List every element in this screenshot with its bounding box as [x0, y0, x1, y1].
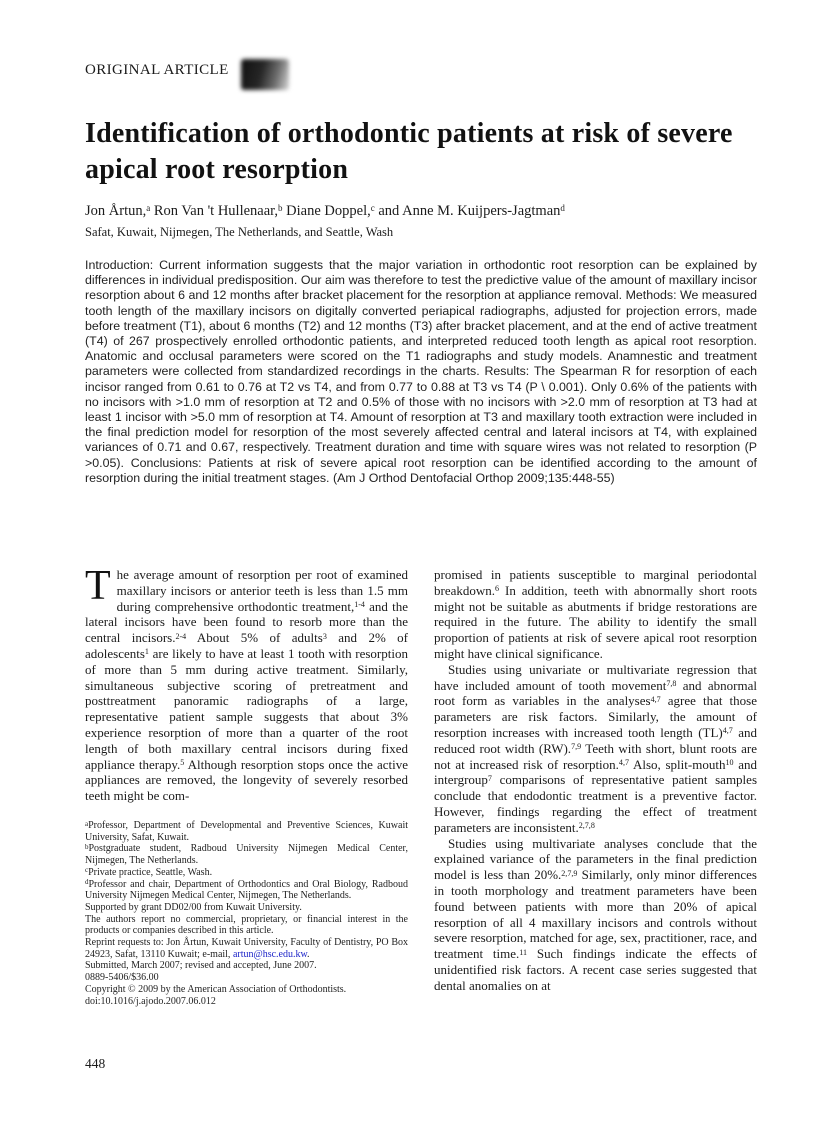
footnote-affiliation-c: $^c$Private practice, Seattle, Wash. — [85, 866, 213, 878]
page-number: 448 — [85, 1056, 106, 1071]
drop-cap: T — [85, 563, 111, 609]
footnote-affiliation-d: $^d$Professor and chair, Department of Orthodontics and Oral Biology, Radboud University Nijmegen Medical Center, Nijmegen, The Netherlands. — [85, 878, 408, 902]
affiliations-line: Safat, Kuwait, Nijmegen, The Netherlands, and Seattle, Wash — [85, 225, 394, 239]
right-column — [434, 567, 757, 994]
footnote-submission-dates: Submitted, March 2007; revised and accepted, June 2007. — [85, 960, 317, 972]
footnote-affiliation-a: $^a$Professor, Department of Developmental and Preventive Sciences, Kuwait University, Safat, Kuwait. — [85, 819, 408, 843]
section-label: ORIGINAL ARTICLE — [85, 62, 229, 78]
abstract-paragraph: Introduction: Current information suggests that the major variation in orthodontic root resorption can be explained by differences in individual predisposition. Our aim was therefore to test the predictive value of the amount of maxillary incisor resorption about 6 and 12 months after bracket placement for the resorption at appliance removal. Methods: We measured tooth length of the maxillary incisors on digitally converted periapical radiographs, adjusted for projection errors, made before treatment (T1), about 6 months (T2) and 12 months (T3) after bracket placement, and at the end of active treatment (T4) of 267 prospectively enrolled orthodontic patients, and interpreted reduced tooth length as apical root resorption. Anatomic and occlusal parameters were scored on the T1 radiographs and study models. Anamnestic and treatment parameters were collected from standardized recordings in the charts. Results: The Spearman R for resorption of each incisor ranged from 0.61 to 0.76 at T2 vs T4, and from 0.77 to 0.88 at T3 vs T4 (P \ 0.001). Only 0.6% of the patients with no incisors with >1.0 mm of resorption at T2 and 0.5% of those with no incisors with >2.0 mm of resorption at T3 had at least 1 incisor with >5.0 mm of resorption at T4. Amount of resorption at T3 and maxillary tooth extraction were included in the final prediction model for resorption of the most severely affected central and lateral incisors at T4, with explained variances of 0.71 and 0.67, respectively. Treatment duration and time with square wires was not related to resorption (P >0.05). Conclusions: Patients at risk of severe apical root resorption can be identified according to the amount of resorption during the initial treatment stages. (Am J Orthod Dentofacial Orthop 2009;135:448-55) — [85, 258, 757, 485]
article-title: Identification of orthodontic patients at risk of severe apical root resorption — [85, 118, 733, 185]
body-paragraph-1 — [85, 563, 409, 804]
footnote-support: Supported by grant DD02/00 from Kuwait University. — [85, 901, 302, 913]
body-paragraph-2: promised in patients susceptible to marginal periodontal breakdown.$^6$ In addition, teeth with abnormally short roots might not be suitable as abutments if bridge restorations are required in the future. The ability to identify the small proportion of patients at risk of severe apical root resorption might have clinical significance. — [434, 567, 757, 661]
footnote-doi: doi:10.1016/j.ajodo.2007.06.012 — [85, 995, 216, 1007]
footnote-reprint-requests: Reprint requests to: Jon Årtun, Kuwait University, Faculty of Dentistry, PO Box 24923, Safat, 13110 Kuwait; e-mail, artun@hsc.edu.kw. — [85, 937, 408, 960]
footnotes-block — [85, 820, 408, 1007]
footnote-disclosure: The authors report no commercial, proprietary, or financial interest in the products or companies described in this article. — [85, 913, 408, 937]
email-link[interactable]: artun@hsc.edu.kw — [232, 948, 308, 960]
article-header — [85, 54, 289, 90]
body-paragraph-3: Studies using univariate or multivariate regression that have included amount of tooth movement$^{7,8}$ and abnormal root form as variables in the analyses$^{4,7}$ agree that those parameters are risk factors. Similarly, the amount of resorption increases with increased tooth length (TL)$^{4,7}$ and reduced root width (RW).$^{7,9}$ Teeth with short, blunt roots are not at increased risk of resorption.$^{4,7}$ Also, split-mouth$^{10}$ and intergroup$^7$ comparisons of representative patient samples conclude that endodontic treatment is a preventive factor. However, findings regarding the effect of treatment parameters are inconsistent.$^{2,7,8}$ — [434, 661, 758, 835]
footnote-affiliation-b: $^b$Postgraduate student, Radboud University Nijmegen Medical Center, Nijmegen, The Netherlands. — [85, 842, 408, 867]
body-paragraph-4: Studies using multivariate analyses conclude that the explained variance of the parameters in the final prediction model is less than 20%.$^{2,7,9}$ Similarly, only minor differences in tooth morphology and treatment parameters have been found between patients with more than 20% of apical resorption of all 4 maxillary incisors and controls without severe resorption, matched for age, sex, practitioner, race, and treatment time.$^{11}$ Such findings indicate the effects of unidentified risk factors. A recent case series suggested that dental anomalies on at — [434, 835, 757, 993]
footnote-issn-price: 0889-5406/$36.00 — [85, 972, 159, 984]
body-paragraph-1-text: he average amount of resorption per root of examined maxillary incisors or anterior teeth is less than 1.5 mm during comprehensive orthodontic treatment,$^{1-4}$ and the lateral incisors have been found to resorb more than the central incisors.$^{2-4}$ About 5% of adults$^3$ and 2% of adolescents$^1$ are likely to have at least 1 tooth with resorption of more than 5 mm during active treatment. Similarly, simultaneous subjective scoring of pretreatment and posttreatment panoramic radiographs of a large, representative patient sample suggests that about 3% experience resorption of more than a quarter of the root length of both maxillary central incisors during fixed appliance therapy.$^5$ Although resorption stops once the active appliances are removed, the longevity of severely resorbed teeth might be com- — [85, 567, 409, 804]
authors-line: Jon Årtun,$^a$ Ron Van 't Hullenaar,$^b$ Diane Doppel,$^c$ and Anne M. Kuijpers-Jagtman$^d$ — [85, 202, 565, 219]
journal-logo-image — [241, 59, 289, 90]
footnote-copyright: Copyright © 2009 by the American Association of Orthodontists. — [85, 983, 347, 995]
